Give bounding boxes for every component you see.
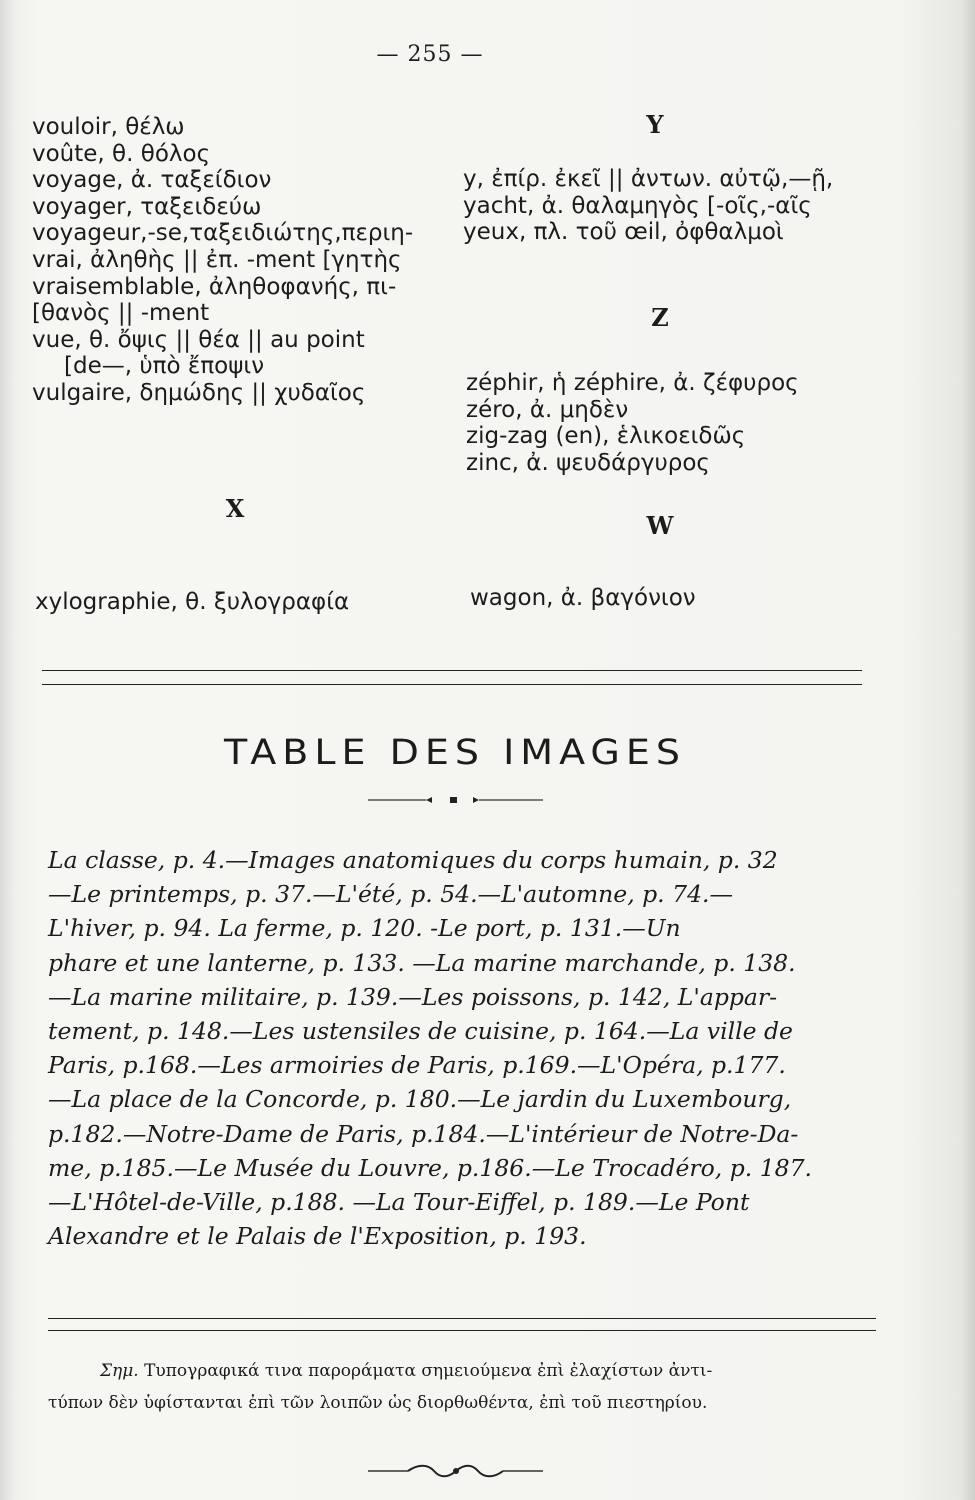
table-des-images-heading: TABLE DES IMAGES xyxy=(224,731,686,773)
images-line: me, p.185.—Le Musée du Louvre, p.186.—Le Trocadéro, p. 187. xyxy=(48,1153,813,1182)
section-letter-z: Z xyxy=(651,303,669,332)
images-line: —Le printemps, p. 37.—L'été, p. 54.—L'automne, p. 74.— xyxy=(48,880,733,909)
entry-wagon: wagon, ἀ. βαγόνιον xyxy=(470,585,696,611)
entry-vulgaire: vulgaire, δημώδης || χυδαῖος xyxy=(32,379,366,406)
section-letter-y: Y xyxy=(646,110,664,139)
images-line: La classe, p. 4.—Images anatomiques du corps humain, p. 32 xyxy=(48,846,778,874)
note-text-1: Τυπογραφικά τινα παροράματα σημειούμενα ἐπὶ ἐλαχίστων ἀντι- xyxy=(144,1361,713,1381)
images-line: Alexandre et le Palais de l'Exposition, p. 193. xyxy=(48,1222,587,1251)
entry-vouloir: vouloir, θέλω xyxy=(32,114,185,140)
images-line: p.182.—Notre-Dame de Paris, p.184.—L'intérieur de Notre-Da- xyxy=(48,1119,799,1148)
entry-voute: voûte, θ. θόλος xyxy=(32,140,211,167)
right-column-z-entries xyxy=(466,370,799,476)
entry-zigzag: zig-zag (en), ἑλικοειδῶς xyxy=(466,423,746,450)
divider-rule-top-1 xyxy=(42,670,862,671)
images-list xyxy=(48,843,878,1253)
note-label: Σημ. xyxy=(100,1361,139,1381)
entry-vrai: vrai, ἀληθὴς || ἐπ. -ment [γητὴς xyxy=(32,246,402,273)
entry-zinc: zinc, ἀ. ψευδάργυρος xyxy=(466,449,710,476)
note-line-2: τύπων δὲν ὑφίστανται ἐπὶ τῶν λοιπῶν ὡς διορθωθέντα, ἐπὶ τοῦ πιεστηρίου. xyxy=(48,1393,708,1413)
entry-xylographie: xylographie, θ. ξυλογραφία xyxy=(35,589,350,615)
images-line: —La place de la Concorde, p. 180.—Le jardin du Luxembourg, xyxy=(48,1085,792,1114)
entry-yacht: yacht, ἀ. θαλαμηγὸς [-οῖς,-αῖς xyxy=(463,192,812,219)
images-line: —L'Hôtel-de-Ville, p.188. —La Tour-Eiffel, p. 189.—Le Pont xyxy=(48,1188,750,1217)
entry-voyage: voyage, ἀ. ταξείδιον xyxy=(32,167,272,194)
images-line: phare et une lanterne, p. 133. —La marine marchande, p. 138. xyxy=(48,948,796,977)
divider-rule-top-2 xyxy=(42,684,862,685)
entry-voyager: voyager, ταξειδεύω xyxy=(32,193,262,220)
page-number: — 255 — xyxy=(376,42,484,67)
entry-zephir: zéphir, ἡ zéphire, ἀ. ζέφυρος xyxy=(466,370,799,396)
section-letter-w: W xyxy=(646,511,674,540)
entry-vraisemblable-cont: [θανὸς || -ment xyxy=(32,300,210,327)
divider-rule-bottom-2 xyxy=(48,1330,876,1331)
right-column-y-entries xyxy=(463,166,833,246)
images-line: tement, p. 148.—Les ustensiles de cuisine, p. 164.—La ville de xyxy=(48,1017,793,1046)
bottom-ornament-icon xyxy=(368,1460,543,1482)
entry-voyageur: voyageur,-se,ταξειδιώτης,περιη- xyxy=(32,220,414,247)
printer-note xyxy=(48,1355,888,1419)
images-line: L'hiver, p. 94. La ferme, p. 120. -Le port, p. 131.—Un xyxy=(48,914,681,943)
entry-yeux: yeux, πλ. τοῦ œil, ὀφθαλμοὶ xyxy=(463,219,784,246)
divider-rule-bottom-1 xyxy=(48,1318,876,1319)
section-letter-x: X xyxy=(225,494,245,523)
entry-zero: zéro, ἀ. μηδὲν xyxy=(466,396,629,423)
images-line: —La marine militaire, p. 139.—Les poissons, p. 142, L'appar- xyxy=(48,982,778,1011)
entry-y: y, ἐπίρ. ἐκεῖ || ἀντων. αὐτῷ,—ῇ, xyxy=(463,166,834,192)
entry-vraisemblable: vraisemblable, ἀληθοφανής, πι- xyxy=(32,273,397,300)
note-line-1 xyxy=(48,1355,888,1387)
left-column-v-entries xyxy=(32,114,413,407)
entry-vue-cont: [de—, ὑπὸ ἔποψιν xyxy=(64,353,265,380)
entry-vue: vue, θ. ὄψις || θέα || au point xyxy=(32,326,365,353)
small-ornament-icon xyxy=(368,790,543,810)
images-line: Paris, p.168.—Les armoiries de Paris, p.169.—L'Opéra, p.177. xyxy=(48,1051,786,1080)
